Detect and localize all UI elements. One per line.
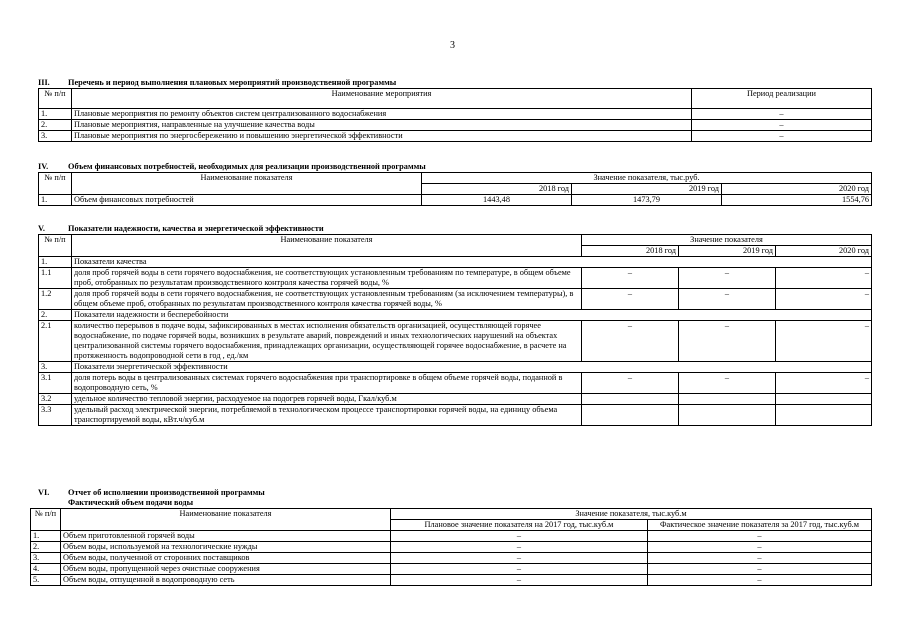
cell-v2: – [679,321,776,362]
cell-n: 4. [31,564,61,575]
cell-period: – [692,131,872,142]
cell-n: 3. [39,131,72,142]
col-num: № п/п [31,509,61,531]
section-6-number: VI. [38,488,50,497]
cell-name: доля потерь воды в централизованных системах горячего водоснабжения при транспортировке в общем объеме горячей воды, поданной в водопроводную сеть, % [72,373,582,394]
cell-v3: 1554,76 [722,195,872,206]
table-group-row [39,257,872,268]
cell-plan: – [391,542,648,553]
page-number: 3 [450,40,455,51]
cell-v1: – [582,321,679,362]
cell-v2 [679,405,776,426]
table-row [39,195,872,206]
cell-num: 3. [39,362,72,373]
cell-n: 3.3 [39,405,72,426]
report-table [30,508,872,586]
table-row [31,564,872,575]
table-row [39,268,872,289]
cell-name: Объем воды, пропущенной через очистные сооружения [61,564,391,575]
cell-group-name: Показатели энергетической эффективности [72,362,872,373]
cell-v1 [582,394,679,405]
cell-v1: 1443,48 [422,195,572,206]
cell-name: Объем воды, используемой на технологические нужды [61,542,391,553]
cell-plan: – [391,564,648,575]
cell-group-name: Показатели надежности и бесперебойности [72,310,872,321]
cell-v1: – [582,289,679,310]
cell-v2 [679,394,776,405]
col-year-2020: 2020 год [776,246,872,257]
table-row [39,321,872,362]
indicators-table [38,234,872,426]
section-6-title [30,488,872,498]
table-row [39,394,872,405]
section-4-number: IV. [38,162,49,171]
cell-n: 5. [31,575,61,586]
section-6 [30,488,872,586]
cell-n: 3. [31,553,61,564]
col-value-group: Значение показателя, тыс.руб. [422,173,872,184]
cell-group-name: Показатели качества [72,257,872,268]
report-rows [31,531,872,586]
col-value-group: Значение показателя [582,235,872,246]
table-row [39,109,872,120]
cell-v1: – [582,268,679,289]
table-row [31,531,872,542]
cell-n: 1. [39,195,72,206]
col-year-2018: 2018 год [582,246,679,257]
col-year-2019: 2019 год [679,246,776,257]
cell-num: 1. [39,257,72,268]
cell-n: 1. [39,109,72,120]
cell-v3: – [776,289,872,310]
cell-name: Объем приготовленной горячей воды [61,531,391,542]
col-year-2019: 2019 год [572,184,722,195]
cell-v2: 1473,79 [572,195,722,206]
cell-name: Плановые мероприятия по ремонту объектов систем централизованного водоснабжения [72,109,692,120]
section-4-title [38,162,872,172]
cell-fact: – [648,553,872,564]
cell-fact: – [648,531,872,542]
col-period: Период реализации [692,89,872,109]
cell-n: 2.1 [39,321,72,362]
section-3 [38,78,872,142]
cell-n: 3.1 [39,373,72,394]
col-num: № п/п [39,89,72,109]
cell-n: 1.2 [39,289,72,310]
cell-v3: – [776,268,872,289]
col-year-2020: 2020 год [722,184,872,195]
cell-name: Объем воды, полученной от сторонних поставщиков [61,553,391,564]
cell-v1 [582,405,679,426]
section-4-heading: Объем финансовых потребностей, необходимых для реализации производственной программы [68,162,426,171]
section-3-heading: Перечень и период выполнения плановых мероприятий производственной программы [68,78,397,87]
cell-plan: – [391,553,648,564]
indicators-rows [39,257,872,426]
col-num: № п/п [39,235,72,257]
section-5-title [38,224,872,234]
cell-name: удельный расход электрической энергии, потребляемой в технологическом процессе транспортировки горячей воды, на единицу объема транспортируемой воды, кВт.ч/куб.м [72,405,582,426]
cell-fact: – [648,564,872,575]
cell-n: 2. [31,542,61,553]
table-row [39,120,872,131]
table-row [39,289,872,310]
cell-v2: – [679,289,776,310]
section-6-heading: Отчет об исполнении производственной программы [68,488,265,497]
cell-fact: – [648,575,872,586]
col-fact-2017: Фактическое значение показателя за 2017 год, тыс.куб.м [648,520,872,531]
section-5-number: V. [38,224,45,233]
col-name: Наименование показателя [61,509,391,531]
cell-v2: – [679,268,776,289]
cell-n: 2. [39,120,72,131]
finance-rows [39,195,872,206]
col-name: Наименование показателя [72,173,422,195]
col-year-2018: 2018 год [422,184,572,195]
cell-name: доля проб горячей воды в сети горячего водоснабжения, не соответствующих установленным требованиям (за исключением температуры), в общем объеме проб, отобранных по результатам производственного контроля качества горячей воды, % [72,289,582,310]
section-4 [38,162,872,206]
cell-n: 1.1 [39,268,72,289]
table-row [31,575,872,586]
col-name: Наименование показателя [72,235,582,257]
cell-v1: – [582,373,679,394]
cell-fact: – [648,542,872,553]
col-plan-2017: Плановое значение показателя на 2017 год, тыс.куб.м [391,520,648,531]
cell-n: 1. [31,531,61,542]
cell-plan: – [391,575,648,586]
cell-period: – [692,109,872,120]
table-group-row [39,310,872,321]
cell-name: Объем воды, отпущенной в водопроводную сеть [61,575,391,586]
cell-name: удельное количество тепловой энергии, расходуемое на подогрев горячей воды, Гкал/куб.м [72,394,582,405]
table-row [39,373,872,394]
cell-n: 3.2 [39,394,72,405]
table-row [39,131,872,142]
table-row [31,542,872,553]
cell-plan: – [391,531,648,542]
cell-v2: – [679,373,776,394]
section-3-title [38,78,872,88]
cell-v3 [776,405,872,426]
section-5 [38,224,872,426]
cell-period: – [692,120,872,131]
cell-num: 2. [39,310,72,321]
cell-name: количество перерывов в подаче воды, зафиксированных в местах исполнения обязательств организацией, осуществляющей горячее водоснабжение, по подаче горячей воды, возникших в результате аварий, повреждений и иных технологических нарушений на объектах централизованной системы горячего водоснабжения, принадлежащих организации, осуществляющей горячее водоснабжение, в расчете на протяженность водопроводной сети в год , ед./км [72,321,582,362]
finance-table [38,172,872,206]
table-group-row [39,362,872,373]
section-3-number: III. [38,78,50,87]
activities-table [38,88,872,142]
cell-v3 [776,394,872,405]
table-row [31,553,872,564]
col-name: Наименование мероприятия [72,89,692,109]
col-value-group: Значение показателя, тыс.куб.м [391,509,872,520]
cell-name: Плановые мероприятия, направленные на улучшение качества воды [72,120,692,131]
section-6-subtitle: Фактический объем подачи воды [68,498,194,507]
section-5-heading: Показатели надежности, качества и энергетической эффективности [68,224,324,233]
col-num: № п/п [39,173,72,195]
cell-v3: – [776,373,872,394]
cell-name: Плановые мероприятия по энергосбережению и повышению энергетической эффективности [72,131,692,142]
cell-name: Объем финансовых потребностей [72,195,422,206]
activities-rows [39,109,872,142]
cell-v3: – [776,321,872,362]
cell-name: доля проб горячей воды в сети горячего водоснабжения, не соответствующих установленным требованиям по температуре, в общем объеме проб, отобранных по результатам производственного контроля качества горячей воды, % [72,268,582,289]
table-row [39,405,872,426]
